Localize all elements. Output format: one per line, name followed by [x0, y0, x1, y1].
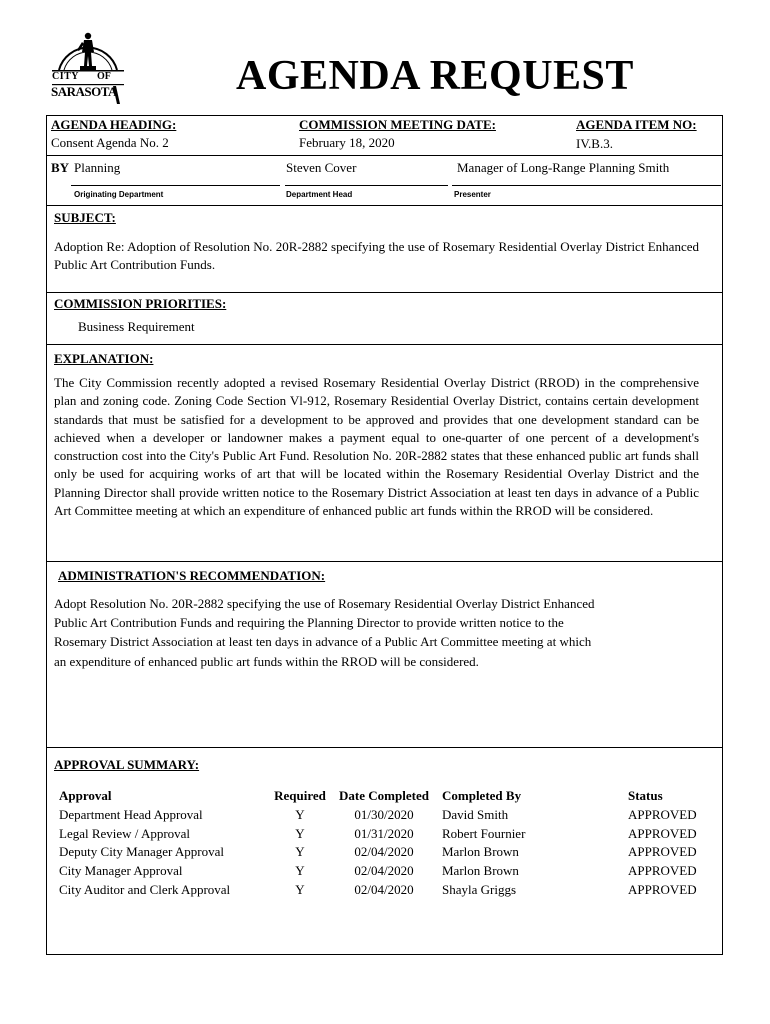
recommendation-line: Adopt Resolution No. 20R-2882 specifying the use of Rosemary Residential Overlay District Enhanced	[54, 596, 595, 611]
table-cell: Y	[295, 863, 305, 879]
table-row	[59, 825, 708, 844]
table-row	[59, 806, 708, 825]
recommendation-line: an expenditure of enhanced public art funds within the RROD will be considered.	[54, 653, 479, 669]
table-cell: Deputy City Manager Approval	[59, 844, 224, 860]
signature-line	[285, 185, 448, 186]
table-cell: Y	[295, 844, 305, 860]
originating-department-caption: Originating Department	[74, 190, 164, 199]
table-cell: 01/30/2020	[354, 807, 414, 823]
priorities-text: Business Requirement	[78, 319, 195, 334]
table-cell: APPROVED	[628, 825, 697, 841]
table-cell: APPROVED	[628, 863, 697, 879]
approval-summary-label: APPROVAL SUMMARY:	[54, 757, 200, 772]
table-cell: 02/04/2020	[354, 863, 414, 879]
table-cell: David Smith	[442, 807, 509, 823]
recommendation-line: Rosemary District Association at least ten days in advance of a Public Art Committee meeting at which	[54, 634, 592, 650]
presenter-caption: Presenter	[454, 190, 491, 199]
column-header: Status	[628, 788, 663, 803]
meeting-date-label: COMMISSION MEETING DATE:	[299, 117, 496, 132]
agenda-item-label: AGENDA ITEM NO:	[576, 117, 697, 132]
table-cell: Robert Fournier	[442, 825, 526, 841]
column-header: Completed By	[442, 788, 522, 803]
agenda-heading-value: Consent Agenda No. 2	[51, 135, 169, 150]
table-cell: 01/31/2020	[354, 825, 414, 841]
table-cell: City Manager Approval	[59, 863, 183, 879]
page-title: AGENDA REQUEST	[236, 53, 634, 99]
department-head-value: Steven Cover	[286, 160, 357, 175]
divider	[46, 155, 723, 156]
table-row	[59, 862, 708, 881]
logo-of-text: OF	[97, 71, 111, 82]
department-head-caption: Department Head	[286, 190, 353, 199]
divider	[46, 561, 723, 562]
table-cell: APPROVED	[628, 844, 697, 860]
table-cell: Y	[295, 825, 305, 841]
presenter-value: Manager of Long-Range Planning Smith	[457, 160, 670, 175]
approval-table	[59, 786, 708, 899]
table-cell: Y	[295, 807, 305, 823]
subject-text: Adoption Re: Adoption of Resolution No. 20R-2882 specifying the use of Rosemary Residential Overlay District Enhanced Public Art Contribution Funds.	[54, 239, 699, 273]
table-row	[59, 880, 708, 899]
table-header-row	[59, 786, 708, 806]
subject-label: SUBJECT:	[54, 210, 116, 225]
column-header: Required	[274, 788, 326, 803]
recommendation-text	[54, 594, 714, 671]
divider	[46, 344, 723, 345]
explanation-text: The City Commission recently adopted a revised Rosemary Residential Overlay District (RROD) in the comprehensive plan and zoning code. Zoning Code Section Vl-912, Rosemary Residential Overlay District, contains certain development standards that must be satisfied for a development to be approved and provides that one development standard can be achieved when a developer or landowner makes a payment equal to one-quarter of one percent of a development's construction cost into the City's Public Art Fund. Resolution No. 20R-2882 states that these enhanced public art funds shall only be used for acquiring works of art that will be located within the Rosemary Residential Overlay District and the Planning Director shall provide written notice to the Rosemary District Association at least ten days in advance of a Public Art Committee meeting at which an expenditure of enhanced public art funds within the RROD will be considered.	[54, 375, 699, 519]
table-cell: Shayla Griggs	[442, 881, 517, 897]
table-cell: 02/04/2020	[354, 881, 414, 897]
logo-city-text: CITY	[52, 71, 80, 82]
originating-department-value: Planning	[74, 160, 121, 175]
agenda-item-value: IV.B.3.	[576, 136, 613, 151]
table-cell: APPROVED	[628, 881, 697, 897]
table-cell: APPROVED	[628, 807, 697, 823]
signature-line	[452, 185, 721, 186]
recommendation-line: Public Art Contribution Funds and requiring the Planning Director to provide written notice to the	[54, 615, 564, 631]
table-cell: Legal Review / Approval	[59, 825, 191, 841]
table-cell: Marlon Brown	[442, 844, 519, 860]
table-cell: Y	[295, 881, 305, 897]
table-row	[59, 843, 708, 862]
by-label: BY	[51, 160, 70, 175]
explanation-label: EXPLANATION:	[54, 351, 154, 366]
signature-line	[71, 185, 280, 186]
table-cell: City Auditor and Clerk Approval	[59, 881, 231, 897]
recommendation-label: ADMINISTRATION'S RECOMMENDATION:	[58, 568, 326, 583]
meeting-date-value: February 18, 2020	[299, 135, 395, 150]
column-header: Approval	[59, 788, 112, 803]
divider	[46, 205, 723, 206]
divider	[46, 747, 723, 748]
column-header: Date Completed	[339, 788, 429, 803]
divider	[46, 292, 723, 293]
agenda-heading-label: AGENDA HEADING:	[51, 117, 177, 132]
logo-sarasota-text: SARASOTA	[51, 84, 117, 99]
table-cell: 02/04/2020	[354, 844, 414, 860]
table-cell: Marlon Brown	[442, 863, 519, 879]
table-cell: Department Head Approval	[59, 807, 203, 823]
priorities-label: COMMISSION PRIORITIES:	[54, 296, 227, 311]
